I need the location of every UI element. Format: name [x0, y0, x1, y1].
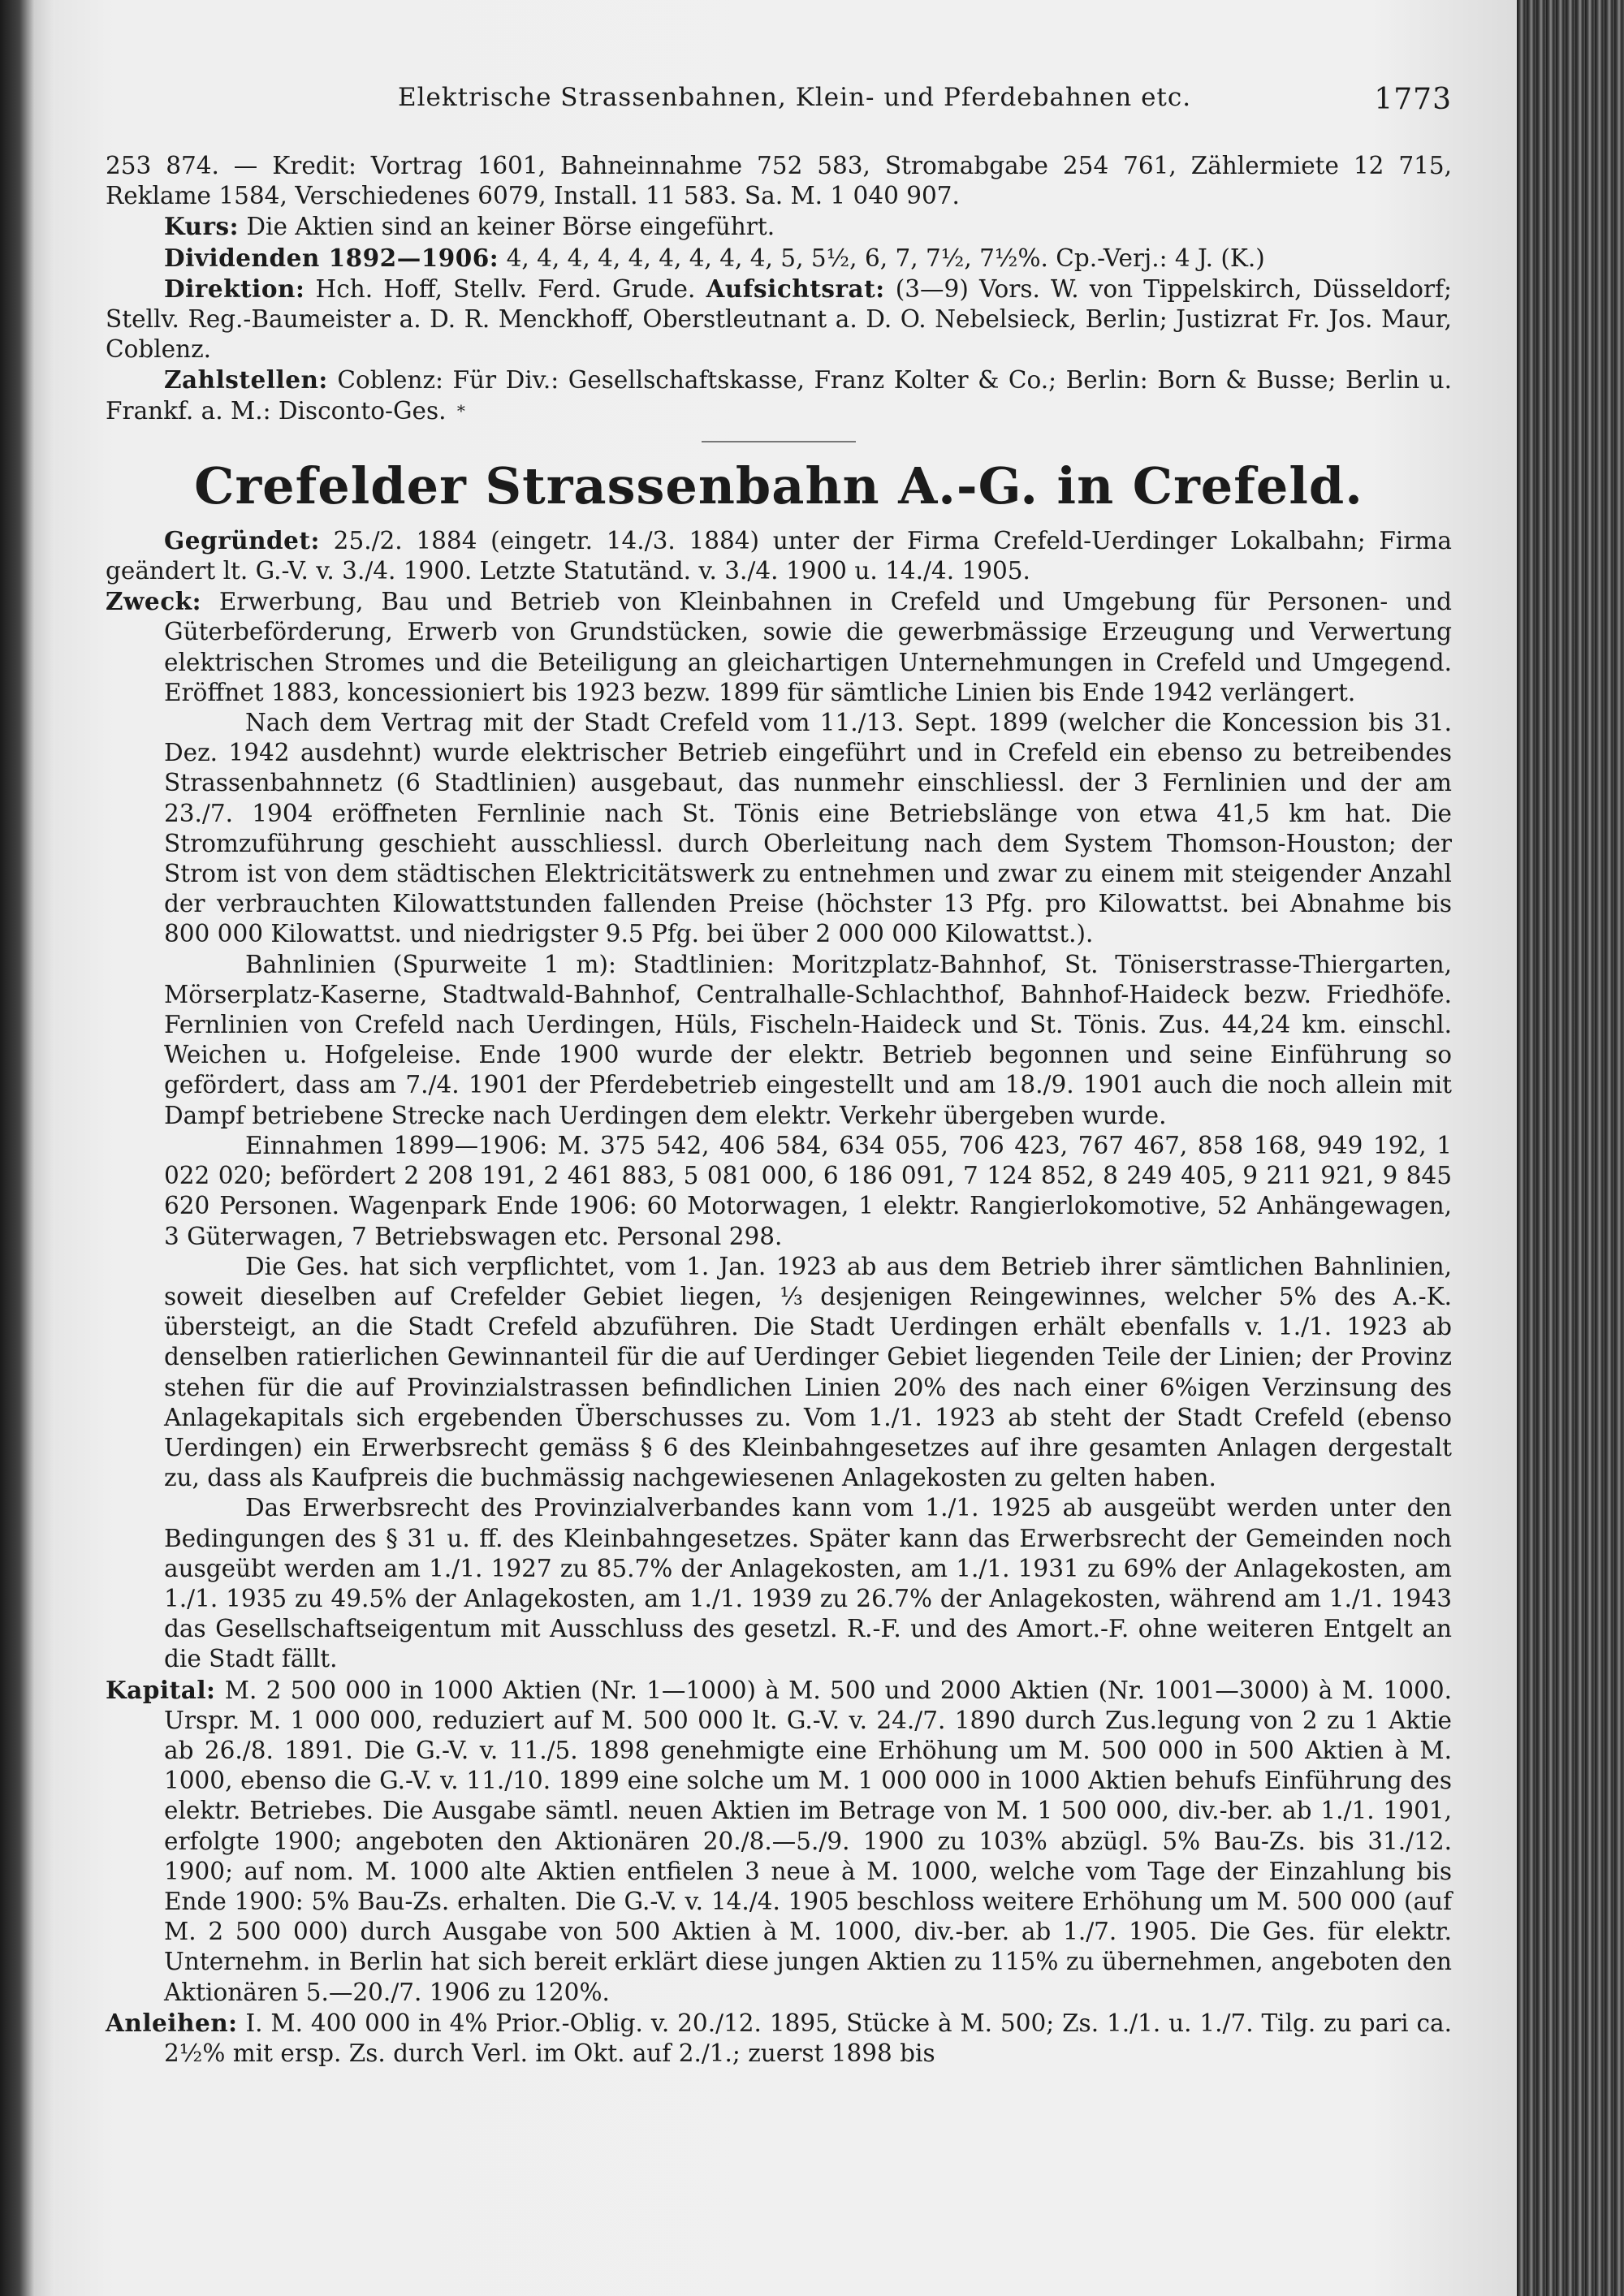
direktion-label: Direktion: [164, 274, 305, 303]
zweck-text: Erwerbung, Bau und Betrieb von Kleinbahnen in Crefeld und Umgebung für Personen- und Güterbeförderung, Erwerb von Grundstücken, sowie die gewerbmässige Erzeugung und Verwertung elektrischen Stromes und die Beteiligung an gleichartigen Unternehmungen in Crefeld und Umgegend. Eröffnet 1883, koncessioniert bis 1923 bezw. 1899 für sämtliche Linien bis Ende 1942 verlängert. [164, 588, 1452, 706]
book-gutter-left [0, 0, 55, 2296]
zahlstellen-text: Coblenz: Für Div.: Gesellschaftskasse, Franz Kolter & Co.; Berlin: Born & Busse; Berlin u. Frankf. a. M.: Disconto-Ges. [106, 366, 1452, 425]
einnahmen-paragraph: Einnahmen 1899—1906: M. 375 542, 406 584, 634 055, 706 423, 767 467, 858 168, 949 192, 1 022 020; befördert 2 208 191, 2 461 883, 5 081 000, 6 186 091, 7 124 852, 8 249 405, 9 211 921, 9 845 620 Personen. Wagenpark Ende 1906: 60 Motorwagen, 1 elektr. Rangierlokomotive, 52 Anhängewagen, 3 Güterwagen, 7 Betriebswagen etc. Personal 298. [164, 1131, 1452, 1250]
prev-entry-zahlstellen [106, 365, 1452, 425]
zweck-label: Zweck: [106, 587, 201, 616]
prev-entry-direktion [106, 274, 1452, 365]
vertrag-paragraph: Nach dem Vertrag mit der Stadt Crefeld vom 11./13. Sept. 1899 (welcher die Koncession bis 31. Dez. 1942 ausdehnt) wurde elektrischer Betrieb eingeführt und in Crefeld ein ebenso zu betreibendes Strassenbahnnetz (6 Stadtlinien) ausgebaut, das nunmehr einschliessl. der 3 Fernlinien und der am 23./7. 1904 eröffneten Fernlinie nach St. Tönis eine Betriebslänge von etwa 41,5 km hat. Die Stromzuführung geschieht ausschliessl. durch Oberleitung nach dem System Thomson-Houston; der Strom ist von dem städtischen Elektricitätswerk zu entnehmen und zwar zu einem mit steigender Anzahl der verbrauchten Kilowattstunden fallenden Preise (höchster 13 Pfg. pro Kilowattst. bei Abnahme bis 800 000 Kilowattst. und niedrigster 9.5 Pfg. bei über 2 000 000 Kilowattst.). [164, 709, 1452, 948]
page-body [106, 151, 1452, 2069]
gegruendet-text: 25./2. 1884 (eingetr. 14./3. 1884) unter der Firma Crefeld-Uerdinger Lokalbahn; Firma geändert lt. G.-V. v. 3./4. 1900. Letzte Statutänd. v. 3./4. 1900 u. 14./4. 1905. [106, 526, 1452, 585]
gesellschaft-verpflichtung-paragraph: Die Ges. hat sich verpflichtet, vom 1. Jan. 1923 ab aus dem Betrieb ihrer sämtlichen Bahnlinien, soweit dieselben auf Crefelder Gebiet liegen, ⅓ desjenigen Reingewinnes, welcher 5% des A.-K. übersteigt, an die Stadt Crefeld abzuführen. Die Stadt Uerdingen erhält ebenfalls v. 1./1. 1923 ab denselben ratierlichen Gewinnanteil für die auf Uerdinger Gebiet liegenden Teile der Linien; der Provinz stehen für die auf Provinzialstrassen befindlichen Linien 20% des nach einer 6%igen Verzinsung des Anlagekapitals sich ergebenden Überschusses zu. Vom 1./1. 1923 ab steht der Stadt Crefeld (ebenso Uerdingen) ein Erwerbsrecht gemäss § 6 des Kleinbahngesetzes auf ihre gesamten Anlagen dergestalt zu, dass als Kaufpreis die buchmässig nachgewiesenen Anlagekosten zu gelten haben. [164, 1252, 1452, 1492]
section-divider [702, 441, 856, 442]
anleihen-paragraph [106, 2008, 1452, 2069]
erwerbsrecht-paragraph: Das Erwerbsrecht des Provinzialverbandes kann vom 1./1. 1925 ab ausgeübt werden unter den Bedingungen des § 31 u. ff. des Kleinbahngesetzes. Später kann das Erwerbsrecht der Gemeinden noch ausgeübt werden am 1./1. 1927 zu 85.7% der Anlagekosten, am 1./1. 1931 zu 69% der Anlagekosten, am 1./1. 1935 zu 49.5% der Anlagekosten, am 1./1. 1939 zu 26.7% der Anlagekosten, während am 1./1. 1943 das Gesellschaftseigentum mit Ausschluss des gesetzl. R.-F. und des Amort.-F. ohne weiteren Entgelt an die Stadt fällt. [164, 1494, 1452, 1673]
zweck-paragraph [106, 586, 1452, 708]
company-title: Crefelder Strassenbahn A.-G. in Crefeld. [194, 455, 1363, 516]
gegruendet-label: Gegründet: [164, 525, 320, 555]
kapital-paragraph [106, 1675, 1452, 2008]
book-page-edges-right [1517, 0, 1624, 2296]
kapital-text: M. 2 500 000 in 1000 Aktien (Nr. 1—1000) à M. 500 und 2000 Aktien (Nr. 1001—3000) à M. 1000. Urspr. M. 1 000 000, reduziert auf M. 500 000 lt. G.-V. v. 24./7. 1890 durch Zus.legung von 2 zu 1 Aktie ab 26./8. 1891. Die G.-V. v. 11./5. 1898 genehmigte eine Erhöhung um M. 500 000 in 500 Aktien à M. 1000, ebenso die G.-V. v. 11./10. 1899 eine solche um M. 1 000 000 in 1000 Aktien behufs Einführung des elektr. Betriebes. Die Ausgabe sämtl. neuen Aktien im Betrage von M. 1 500 000, div.-ber. ab 1./1. 1901, erfolgte 1900; angeboten den Aktionären 20./8.—5./9. 1900 zu 103% abzügl. 5% Bau-Zs. bis 31./12. 1900; auf nom. M. 1000 alte Aktien entfielen 3 neue à M. 1000, welche vom Tage der Einzahlung bis Ende 1900: 5% Bau-Zs. erhalten. Die G.-V. v. 14./4. 1905 beschloss weitere Erhöhung um M. 500 000 (auf M. 2 500 000) durch Ausgabe von 500 Aktien à M. 1000, div.-ber. ab 1./7. 1905. Die Ges. für elektr. Unternehm. in Berlin hat sich bereit erklärt diese jungen Aktien zu 115% zu übernehmen, angeboten den Aktionären 5.—20./7. 1906 zu 120%. [164, 1676, 1452, 2006]
aufsichtsrat-text: (3—9) Vors. W. von Tippelskirch, Düsseldorf; Stellv. Reg.-Baumeister a. D. R. Menckhoff, Oberstleutnant a. D. O. Nebelsieck, Berlin; Justizrat Fr. Jos. Maur, Coblenz. [106, 274, 1452, 364]
kurs-text: Die Aktien sind an keiner Börse eingeführt. [246, 213, 775, 241]
anleihen-label: Anleihen: [106, 2008, 238, 2037]
anleihen-text: I. M. 400 000 in 4% Prior.-Oblig. v. 20./12. 1895, Stücke à M. 500; Zs. 1./1. u. 1./7. Tilg. zu pari ca. 2½% mit ersp. Zs. durch Verl. im Okt. auf 2./1.; zuerst 1898 bis [164, 2009, 1452, 2067]
running-head-title: Elektrische Strassenbahnen, Klein- und Pferdebahnen etc. [398, 83, 1192, 112]
zahlstellen-label: Zahlstellen: [164, 365, 328, 395]
gegruendet-paragraph [106, 525, 1452, 586]
kurs-label: Kurs: [164, 212, 239, 241]
running-head [106, 83, 1452, 115]
prev-entry-dividenden [106, 243, 1452, 274]
direktion-text: Hch. Hoff, Stellv. Ferd. Grude. [315, 274, 696, 303]
bahnlinien-paragraph: Bahnlinien (Spurweite 1 m): Stadtlinien: Moritzplatz-Bahnhof, St. Töniserstrasse-Thiergarten, Mörserplatz-Kaserne, Stadtwald-Bahnhof, Centralhalle-Schlachthof, Bahnhof-Haideck bezw. Friedhöfe. Fernlinien von Crefeld nach Uerdingen, Hüls, Fischeln-Haideck und St. Tönis. Zus. 44,24 km. einschl. Weichen u. Hofgeleise. Ende 1900 wurde der elektr. Betrieb begonnen und seine Einführung so gefördert, dass am 7./4. 1901 der Pferdebetrieb eingestellt und am 18./9. 1901 auch die noch allein mit Dampf betriebene Strecke nach Uerdingen dem elektr. Verkehr übergeben wurde. [164, 950, 1452, 1129]
prev-entry-kredit: 253 874. — Kredit: Vortrag 1601, Bahneinnahme 752 583, Stromabgabe 254 761, Zählermiete 12 715, Reklame 1584, Verschiedenes 6079, Install. 11 583. Sa. M. 1 040 907. [106, 152, 1452, 210]
kapital-label: Kapital: [106, 1675, 216, 1704]
page-number: 1773 [1374, 83, 1452, 116]
aufsichtsrat-label: Aufsichtsrat: [706, 274, 885, 303]
zahlstellen-mark: * [456, 400, 465, 421]
document-page [55, 0, 1517, 2296]
dividenden-text: 4, 4, 4, 4, 4, 4, 4, 4, 4, 5, 5½, 6, 7, 7½, 7½%. Cp.-Verj.: 4 J. (K.) [506, 244, 1265, 272]
dividenden-label: Dividenden 1892—1906: [164, 243, 499, 272]
prev-entry-kurs [106, 211, 1452, 242]
